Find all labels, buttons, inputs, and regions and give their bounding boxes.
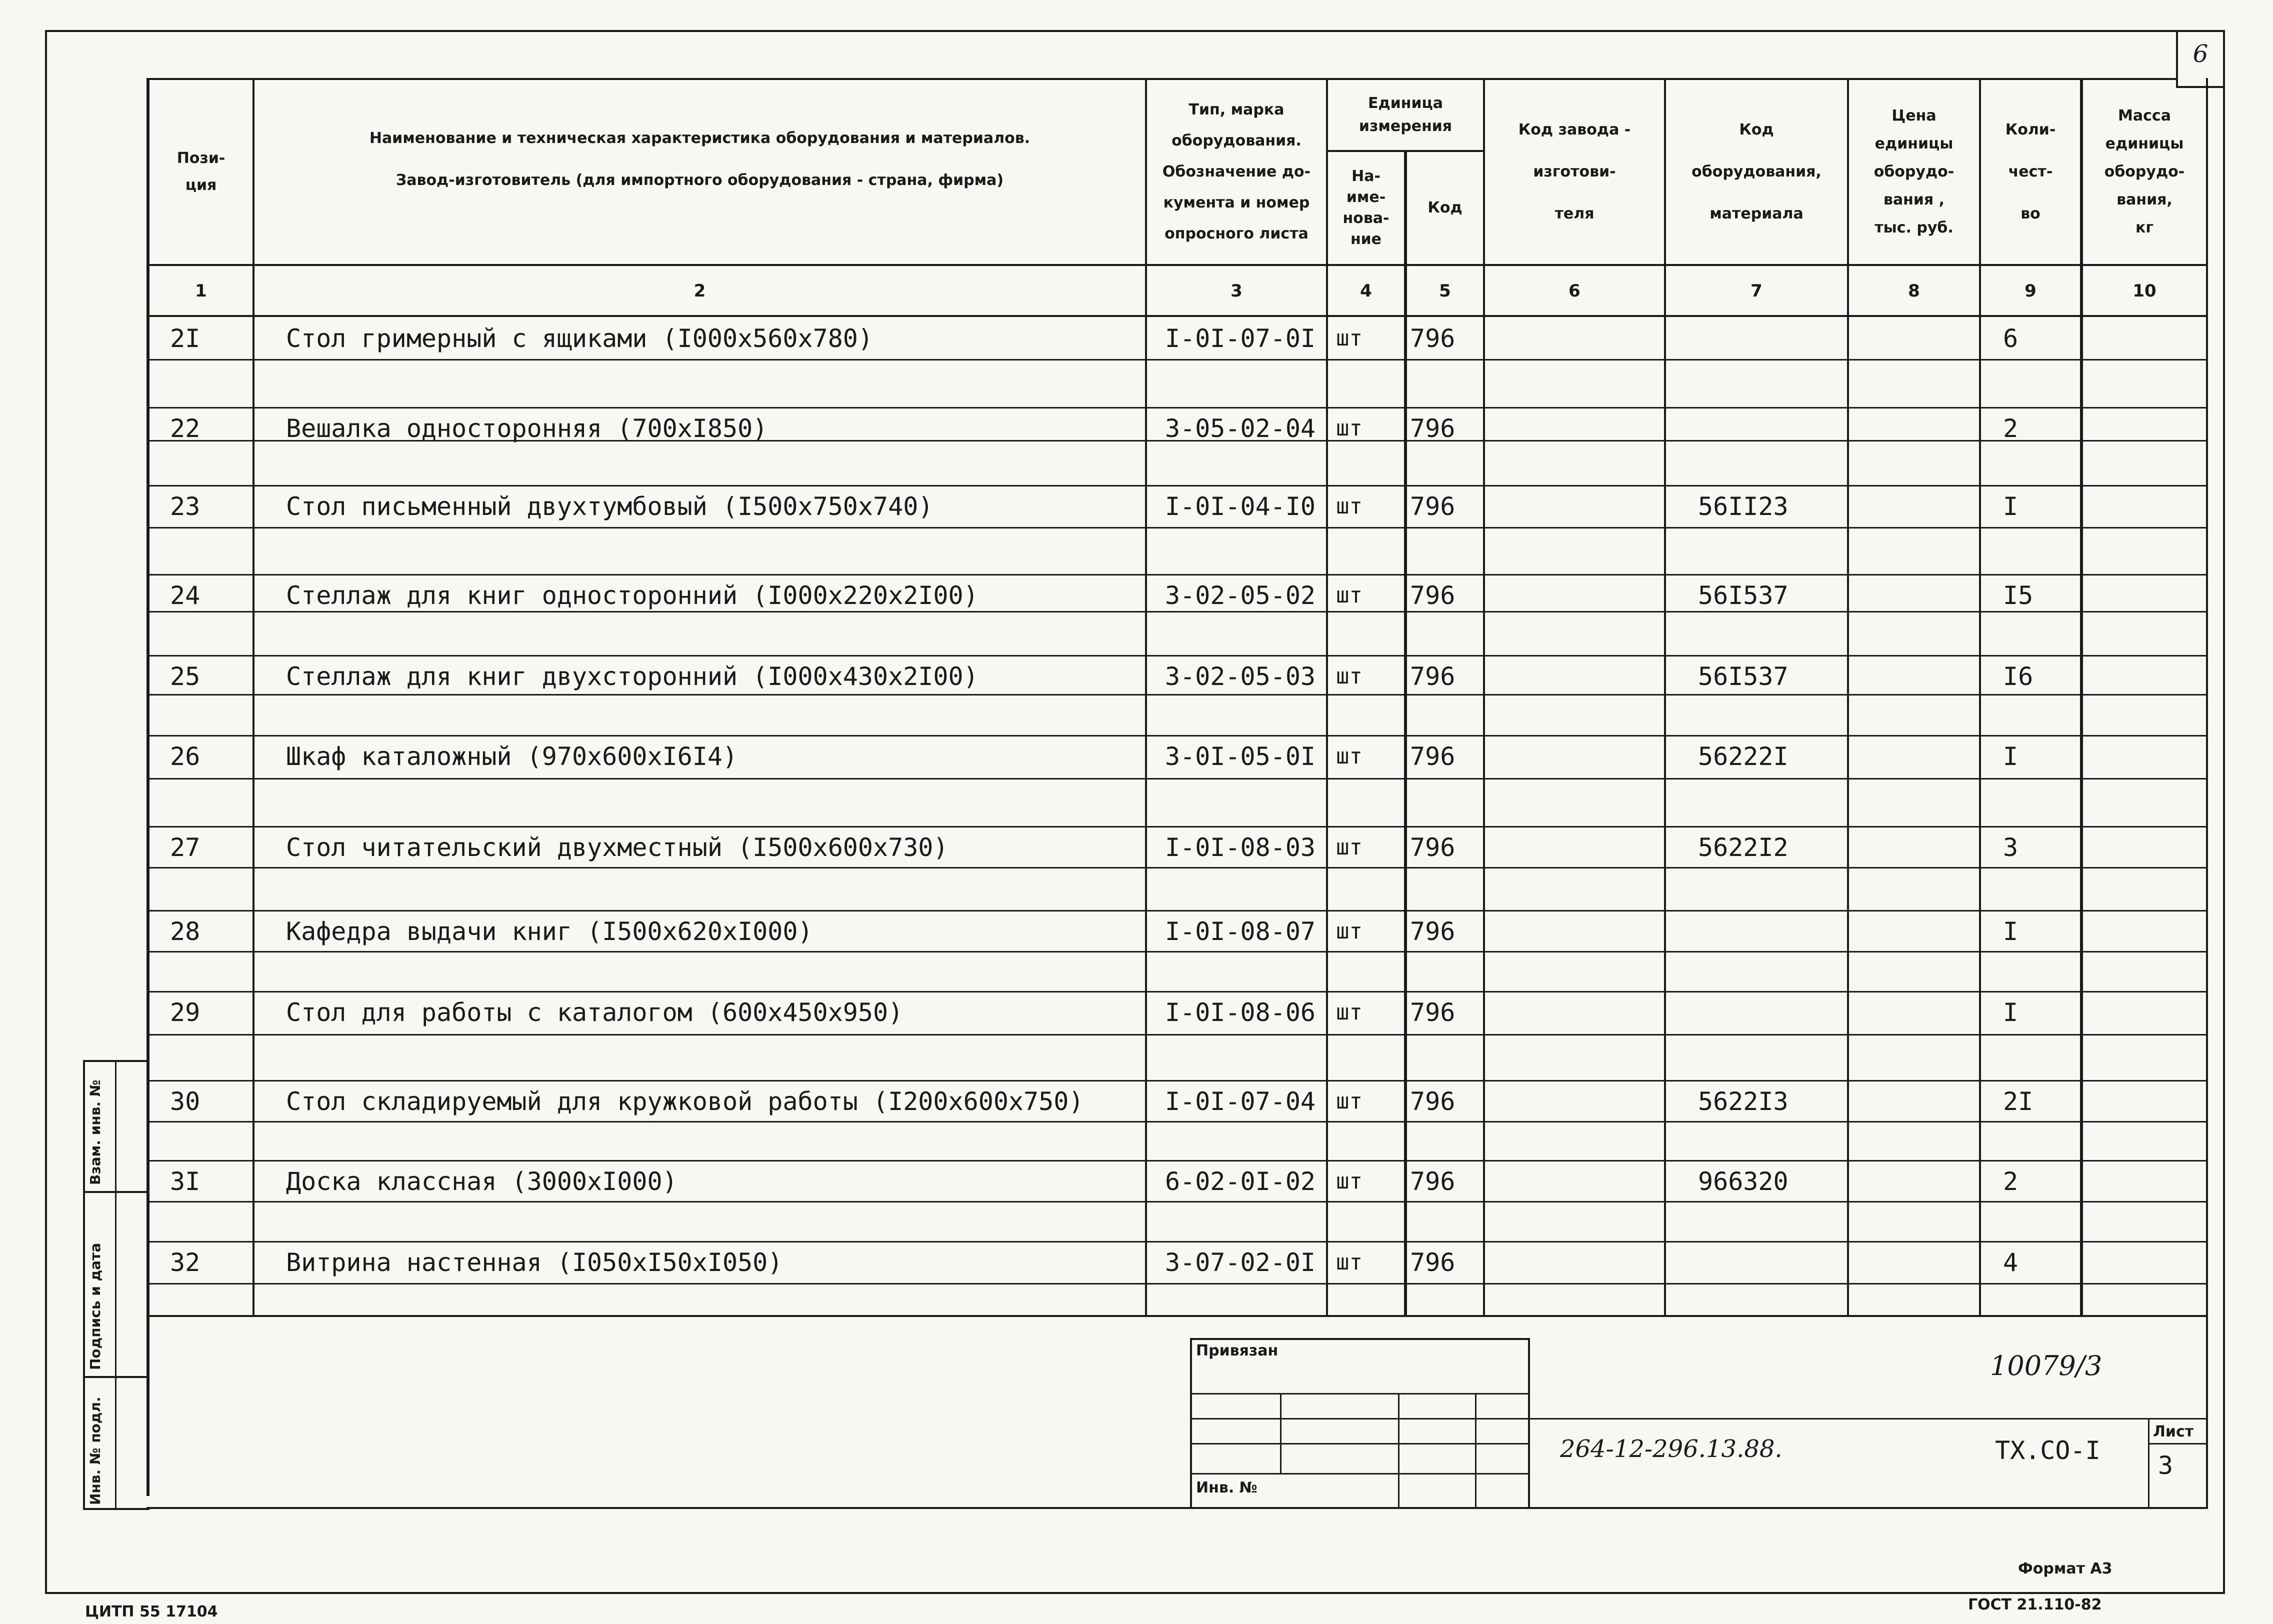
header-factory-code: Код завода - изготови- теля [1518, 121, 1631, 222]
frame-right [2223, 30, 2225, 1594]
table-cell-code: 796 [1410, 1248, 1456, 1277]
row-separator [146, 407, 2208, 408]
table-cell-name: Вешалка односторонняя (700xI850) [286, 414, 768, 443]
row-separator [146, 1121, 2208, 1122]
table-cell-unit: шт [1336, 1250, 1362, 1275]
row-separator [146, 359, 2208, 360]
row-separator [146, 910, 2208, 912]
table-cell-qty: 2 [2003, 414, 2018, 443]
row-separator [146, 991, 2208, 992]
side-stamp-replace-inv: Взам. инв. № [87, 1080, 104, 1185]
row-separator [146, 694, 2208, 696]
table-cell-doc: 3-02-05-03 [1165, 662, 1316, 691]
table-cell-name: Стеллаж для книг односторонний (I000x220x2I00) [286, 581, 978, 610]
table-cell-equip: 966320 [1698, 1167, 1788, 1196]
project-code: 264-12-296.13.88. [1560, 1435, 1782, 1463]
table-cell-code: 796 [1410, 662, 1456, 691]
table-cell-qty: 4 [2003, 1248, 2018, 1277]
header-quantity: Коли- чест- во [2005, 121, 2056, 222]
table-cell-name: Кафедра выдачи книг (I500x620xI000) [286, 917, 813, 946]
column-number: 9 [2024, 281, 2036, 301]
format-label: Формат А3 [2018, 1560, 2112, 1578]
table-cell-qty: I [2003, 917, 2018, 946]
row-separator [146, 826, 2208, 828]
bottom-frame-line [146, 1507, 2208, 1509]
table-cell-qty: 6 [2003, 324, 2018, 353]
table-cell-unit: шт [1336, 416, 1362, 441]
row-separator [146, 655, 2208, 656]
header-unit-code: Код [1428, 199, 1462, 216]
table-cell-code: 796 [1410, 917, 1456, 946]
table-cell-code: 796 [1410, 581, 1456, 610]
org-label: ЦИТП 55 17104 [85, 1603, 218, 1620]
table-cell-qty: I [2003, 742, 2018, 771]
row-separator [146, 574, 2208, 576]
table-cell-qty: 3 [2003, 833, 2018, 862]
stamp-inv-no: Инв. № [1196, 1479, 1258, 1496]
side-stamp-original-inv: Инв. № подл. [87, 1396, 104, 1505]
sheet-number: 3 [2158, 1451, 2174, 1480]
column-number: 6 [1568, 281, 1580, 301]
table-cell-unit: шт [1336, 1000, 1362, 1025]
table-cell-name: Стол письменный двухтумбовый (I500x750x740) [286, 492, 934, 521]
table-cell-unit: шт [1336, 834, 1362, 860]
header-unit-name: На- име- нова- ние [1342, 168, 1390, 248]
header-doc: Тип, марка оборудования. Обозначение до- кумента и номер опросного листа [1162, 101, 1311, 242]
doc-number: 10079/3 [1990, 1350, 2102, 1382]
table-cell-unit: шт [1336, 1168, 1362, 1194]
frame-top [45, 30, 2225, 32]
table-cell-doc: 3-0I-05-0I [1165, 742, 1316, 771]
table-cell-name: Стеллаж для книг двухсторонний (I000x430x2I00) [286, 662, 978, 691]
table-cell-equip: 5622I2 [1698, 833, 1788, 862]
table-cell-pos: 28 [170, 917, 200, 946]
column-number: 10 [2132, 281, 2156, 301]
table-cell-unit: шт [1336, 326, 1362, 351]
row-separator [146, 1160, 2208, 1162]
table-cell-doc: I-0I-08-06 [1165, 998, 1316, 1027]
column-number: 4 [1360, 281, 1372, 301]
column-number: 8 [1908, 281, 1920, 301]
column-number: 3 [1230, 281, 1242, 301]
row-separator [146, 1034, 2208, 1036]
column-number: 2 [694, 281, 706, 301]
table-cell-unit: шт [1336, 664, 1362, 689]
table-cell-code: 796 [1410, 492, 1456, 521]
table-cell-equip: 56222I [1698, 742, 1788, 771]
table-cell-name: Стол читательский двухместный (I500x600x730) [286, 833, 948, 862]
table-cell-name: Доска классная (3000xI000) [286, 1167, 678, 1196]
frame-bottom [45, 1592, 2225, 1594]
table-cell-unit: шт [1336, 744, 1362, 769]
row-separator [146, 1241, 2208, 1242]
table-cell-pos: 30 [170, 1087, 200, 1116]
row-separator [146, 951, 2208, 952]
table-cell-doc: I-0I-07-04 [1165, 1087, 1316, 1116]
table-cell-doc: I-0I-04-I0 [1165, 492, 1316, 521]
table-cell-qty: I [2003, 492, 2018, 521]
table-cell-doc: 3-05-02-04 [1165, 414, 1316, 443]
table-cell-qty: 2I [2003, 1087, 2034, 1116]
table-cell-pos: 24 [170, 581, 200, 610]
table-cell-code: 796 [1410, 414, 1456, 443]
header-name: Наименование и техническая характеристика оборудования и материалов. Завод-изготовитель (для импортного оборудования - страна, фирма) [369, 130, 1030, 189]
stamp-privyazan: Привязан [1196, 1342, 1278, 1360]
row-separator [146, 1201, 2208, 1202]
table-cell-name: Шкаф каталожный (970x600xI6I4) [286, 742, 738, 771]
table-cell-code: 796 [1410, 833, 1456, 862]
table-cell-name: Стол складируемый для кружковой работы (I200x600x750) [286, 1087, 1084, 1116]
table-cell-qty: 2 [2003, 1167, 2018, 1196]
table-cell-name: Стол гримерный с ящиками (I000x560x780) [286, 324, 873, 353]
table-cell-equip: 56I537 [1698, 662, 1788, 691]
side-stamp-signature-date: Подпись и дата [87, 1242, 104, 1370]
table-cell-pos: 26 [170, 742, 200, 771]
table-cell-pos: 3I [170, 1167, 200, 1196]
header-equipment-code: Код оборудования, материала [1692, 121, 1822, 222]
table-bottom [146, 1315, 2208, 1317]
table-cell-unit: шт [1336, 582, 1362, 608]
header-mass: Масса единицы оборудо- вания, кг [2104, 107, 2185, 236]
column-number: 1 [195, 281, 207, 301]
row-separator [146, 735, 2208, 736]
table-cell-pos: 32 [170, 1248, 200, 1277]
table-cell-code: 796 [1410, 998, 1456, 1027]
table-cell-equip: 56II23 [1698, 492, 1788, 521]
table-cell-doc: 3-07-02-0I [1165, 1248, 1316, 1277]
table-cell-qty: I [2003, 998, 2018, 1027]
table-cell-equip: 56I537 [1698, 581, 1788, 610]
sheet-label: Лист [2153, 1423, 2194, 1440]
table-cell-name: Витрина настенная (I050xI50xI050) [286, 1248, 783, 1277]
table-cell-equip: 5622I3 [1698, 1087, 1788, 1116]
table-cell-code: 796 [1410, 1087, 1456, 1116]
table-cell-pos: 25 [170, 662, 200, 691]
table-cell-doc: I-0I-08-07 [1165, 917, 1316, 946]
column-number: 7 [1750, 281, 1762, 301]
row-separator [146, 1080, 2208, 1082]
row-separator [146, 867, 2208, 868]
frame-left [45, 30, 47, 1594]
table-cell-unit: шт [1336, 1088, 1362, 1114]
table-cell-doc: 3-02-05-02 [1165, 581, 1316, 610]
table-cell-doc: I-0I-07-0I [1165, 324, 1316, 353]
gost-label: ГОСТ 21.110-82 [1968, 1596, 2102, 1614]
row-separator [146, 1283, 2208, 1284]
header-price: Цена единицы оборудо- вания , тыс. руб. [1874, 107, 1954, 236]
header-position: Пози- ция [176, 150, 226, 194]
table-cell-pos: 22 [170, 414, 200, 443]
table-cell-doc: 6-02-0I-02 [1165, 1167, 1316, 1196]
table-cell-pos: 27 [170, 833, 200, 862]
table-cell-code: 796 [1410, 324, 1456, 353]
table-cell-pos: 2I [170, 324, 200, 353]
row-separator [146, 527, 2208, 528]
document-designation: ТХ.СО-I [1995, 1436, 2100, 1465]
table-cell-unit: шт [1336, 918, 1362, 944]
table-cell-code: 796 [1410, 742, 1456, 771]
table-cell-qty: I6 [2003, 662, 2034, 691]
row-separator [146, 778, 2208, 780]
header-unit-group: Единица измерения [1358, 94, 1452, 135]
table-cell-doc: I-0I-08-03 [1165, 833, 1316, 862]
table-cell-code: 796 [1410, 1167, 1456, 1196]
table-cell-name: Стол для работы с каталогом (600x450x950) [286, 998, 904, 1027]
table-cell-unit: шт [1336, 494, 1362, 519]
row-separator [146, 485, 2208, 486]
table-cell-pos: 29 [170, 998, 200, 1027]
table-cell-pos: 23 [170, 492, 200, 521]
page-mark: 6 [2192, 40, 2208, 68]
column-number: 5 [1439, 281, 1451, 301]
table-cell-qty: I5 [2003, 581, 2034, 610]
